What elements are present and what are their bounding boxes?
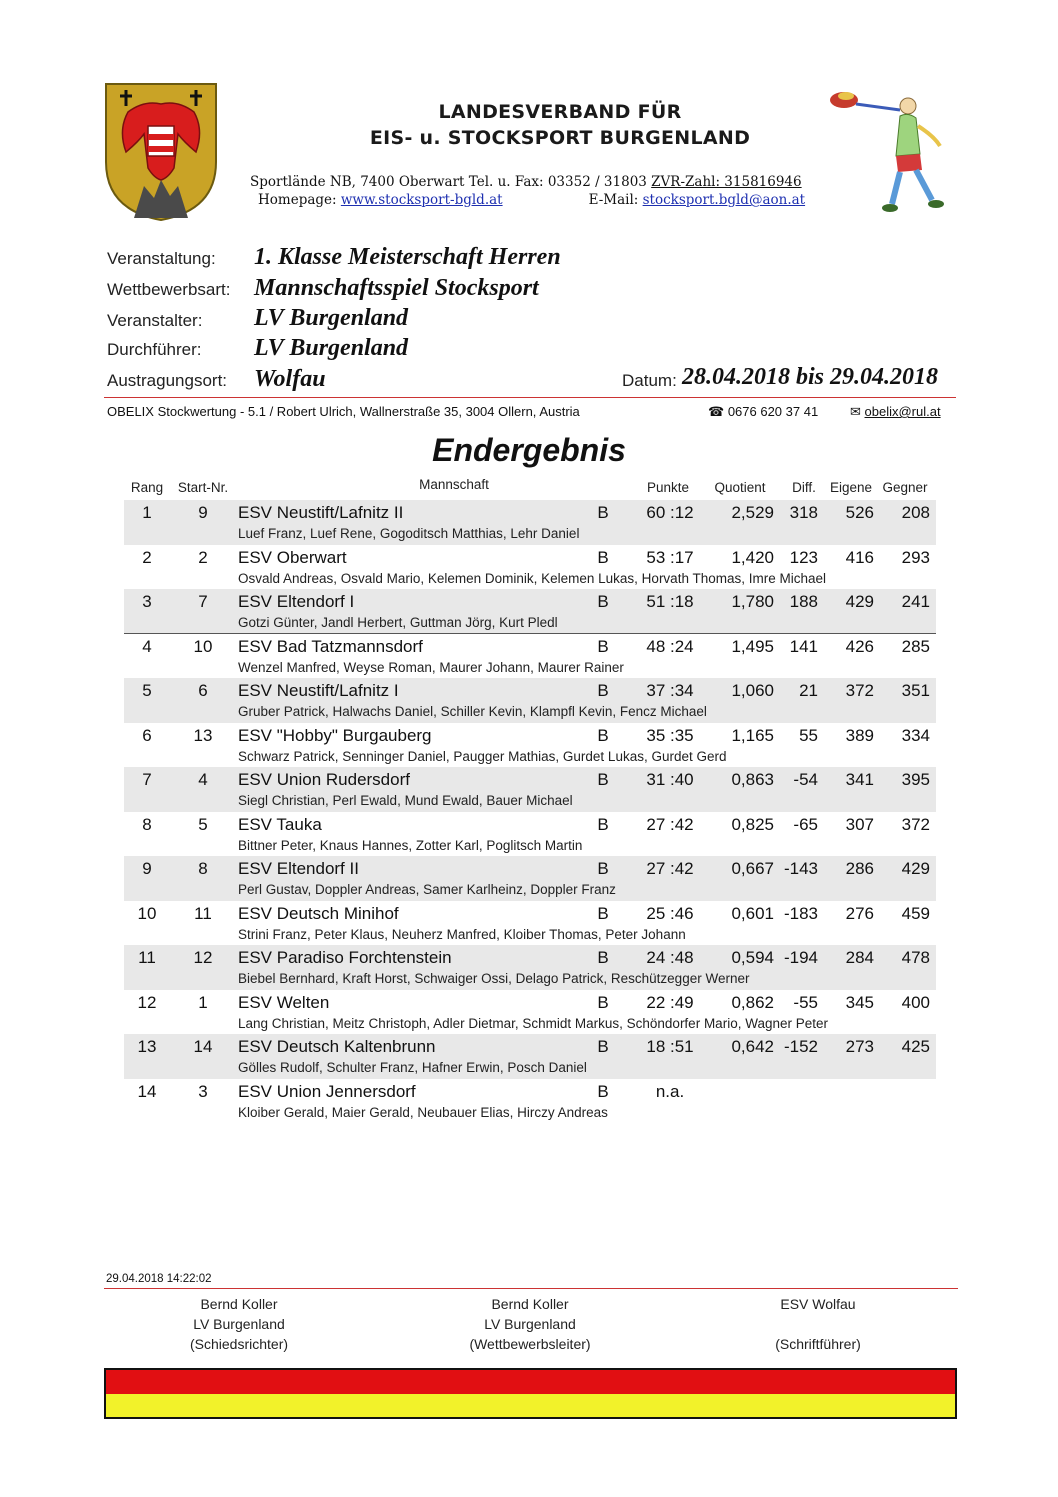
row-diff: -143 xyxy=(783,859,818,878)
row-start-nr: 2 xyxy=(198,547,208,567)
signature-referee xyxy=(139,1294,339,1354)
row-start-nr: 6 xyxy=(198,681,208,700)
email-link[interactable]: stocksport.bgld@aon.at xyxy=(642,192,806,208)
row-start-nr: 5 xyxy=(198,814,208,834)
row-team-name: ESV Neustift/Lafnitz II xyxy=(238,503,404,522)
row-quotient: 0,594 xyxy=(731,948,774,967)
col-opp: Gegner xyxy=(882,480,928,495)
row-points: 22 :49 xyxy=(646,992,694,1012)
row-quotient: 1,495 xyxy=(731,636,774,656)
row-diff: 188 xyxy=(789,592,818,611)
col-quotient: Quotient xyxy=(714,480,766,495)
row-opponent-score: 429 xyxy=(901,859,930,878)
row-diff: 21 xyxy=(799,681,818,700)
row-own-score: 372 xyxy=(845,681,874,700)
table-row xyxy=(124,678,936,723)
qualification-divider xyxy=(124,633,936,634)
row-start-nr: 13 xyxy=(193,725,213,745)
row-opponent-score: 208 xyxy=(901,503,930,522)
row-rang: 8 xyxy=(142,814,152,834)
row-players: Biebel Bernhard, Kraft Horst, Schwaiger Ossi, Delago Patrick, Reschützegger Werner xyxy=(238,971,750,986)
value-veranstalter: LV Burgenland xyxy=(254,305,409,331)
address-text: Sportlände NB, 7400 Oberwart Tel. u. Fax: 03352 / 31803 xyxy=(250,174,652,190)
row-players: Osvald Andreas, Osvald Mario, Kelemen Dominik, Kelemen Lukas, Horvath Thomas, Imre Michael xyxy=(238,570,826,586)
row-quotient: 1,780 xyxy=(731,592,774,611)
row-rang: 1 xyxy=(142,503,152,522)
value-datum: 28.04.2018 bis 29.04.2018 xyxy=(682,364,939,390)
stock-player-icon xyxy=(816,86,956,216)
row-rang: 13 xyxy=(137,1037,157,1056)
row-team-name: ESV Tauka xyxy=(238,814,322,834)
row-players: Bittner Peter, Knaus Hannes, Zotter Karl, Poglitsch Martin xyxy=(238,837,583,853)
row-quotient: 0,863 xyxy=(731,770,774,789)
row-players: Gölles Rudolf, Schulter Franz, Hafner Erwin, Posch Daniel xyxy=(238,1060,587,1075)
row-players: Perl Gustav, Doppler Andreas, Samer Karlheinz, Doppler Franz xyxy=(238,882,616,897)
signature-role: (Schiedsrichter) xyxy=(189,1336,289,1352)
row-players: Strini Franz, Peter Klaus, Neuherz Manfred, Kloiber Thomas, Peter Johann xyxy=(238,926,686,942)
row-start-nr: 9 xyxy=(198,503,208,522)
label-veranstaltung: Veranstaltung: xyxy=(107,249,216,268)
row-rang: 14 xyxy=(137,1081,157,1101)
row-start-nr: 1 xyxy=(198,992,208,1012)
label-wettbewerbsart: Wettbewerbsart: xyxy=(107,280,231,299)
row-class: B xyxy=(597,948,609,967)
row-rang: 5 xyxy=(142,681,152,700)
row-points: 35 :35 xyxy=(646,725,694,745)
value-veranstaltung: 1. Klasse Meisterschaft Herren xyxy=(254,244,561,270)
software-credit: OBELIX Stockwertung - 5.1 / Robert Ulrich, Wallnerstraße 35, 3004 Ollern, Austria xyxy=(107,404,580,419)
row-start-nr: 8 xyxy=(198,859,208,878)
row-quotient: 2,529 xyxy=(731,503,774,522)
row-start-nr: 10 xyxy=(193,636,213,656)
row-class: B xyxy=(597,636,609,656)
row-opponent-score: 351 xyxy=(901,681,930,700)
software-mail xyxy=(850,404,941,420)
row-class: B xyxy=(597,592,609,611)
row-diff: -183 xyxy=(783,903,818,923)
row-own-score: 389 xyxy=(845,725,874,745)
row-class: B xyxy=(597,503,609,522)
row-own-score: 416 xyxy=(845,547,874,567)
table-row xyxy=(124,589,936,634)
row-own-score: 345 xyxy=(845,992,874,1012)
email-label: E-Mail: xyxy=(588,192,643,208)
row-class: B xyxy=(597,547,609,567)
footer-divider xyxy=(104,1288,958,1289)
row-start-nr: 4 xyxy=(198,770,208,789)
row-class: B xyxy=(597,1037,609,1056)
row-points: 48 :24 xyxy=(646,636,694,656)
row-players: Siegl Christian, Perl Ewald, Mund Ewald, Bauer Michael xyxy=(238,793,573,808)
row-team-name: ESV Welten xyxy=(238,992,330,1012)
col-rang: Rang xyxy=(130,480,164,495)
divider xyxy=(104,397,956,398)
row-rang: 4 xyxy=(142,636,152,656)
row-start-nr: 14 xyxy=(193,1037,213,1056)
table-row xyxy=(124,945,936,990)
row-points: 24 :48 xyxy=(646,948,694,967)
row-start-nr: 7 xyxy=(198,592,208,611)
value-wettbewerbsart: Mannschaftsspiel Stocksport xyxy=(254,275,539,301)
row-own-score: 307 xyxy=(845,814,874,834)
row-class: B xyxy=(597,725,609,745)
row-points: 27 :42 xyxy=(646,859,694,878)
row-own-score: 284 xyxy=(845,948,874,967)
org-address xyxy=(250,174,802,190)
row-diff: 141 xyxy=(789,636,818,656)
value-austragungsort: Wolfau xyxy=(254,366,326,392)
page-title-text: Endergebnis xyxy=(432,432,626,468)
row-points: 31 :40 xyxy=(646,770,694,789)
signature-name: Bernd Koller xyxy=(200,1296,278,1312)
phone-number: 0676 620 37 41 xyxy=(727,404,819,419)
col-start: Start-Nr. xyxy=(177,480,229,495)
mail-link[interactable]: obelix@rul.at xyxy=(864,404,941,419)
burgenland-coat-of-arms-icon xyxy=(104,82,218,222)
table-row xyxy=(124,856,936,901)
row-opponent-score: 425 xyxy=(901,1037,930,1056)
label-veranstalter: Veranstalter: xyxy=(107,311,203,330)
row-opponent-score: 241 xyxy=(901,592,930,611)
col-own: Eigene xyxy=(829,480,873,495)
telephone-icon: ☎ xyxy=(708,404,728,419)
signature-org: LV Burgenland xyxy=(484,1316,576,1332)
row-opponent-score: 459 xyxy=(901,903,930,923)
row-points: 51 :18 xyxy=(646,592,694,611)
row-opponent-score: 400 xyxy=(901,992,930,1012)
signature-recorder xyxy=(718,1294,918,1354)
row-quotient: 1,420 xyxy=(731,547,774,567)
row-players: Gotzi Günter, Jandl Herbert, Guttman Jörg, Kurt Pledl xyxy=(238,615,558,630)
row-points: 25 :46 xyxy=(646,903,694,923)
row-diff: -194 xyxy=(783,948,818,967)
col-team: Mannschaft xyxy=(419,477,489,492)
row-rang: 11 xyxy=(138,948,156,967)
row-players: Luef Franz, Luef Rene, Gogoditsch Matthias, Lehr Daniel xyxy=(238,526,580,541)
signature-org xyxy=(718,1314,918,1334)
row-points: 53 :17 xyxy=(646,547,694,567)
row-own-score: 429 xyxy=(845,592,874,611)
row-quotient: 0,601 xyxy=(731,903,774,923)
row-points: 60 :12 xyxy=(646,503,694,522)
row-class: B xyxy=(597,992,609,1012)
org-title-line1: LANDESVERBAND FÜR xyxy=(438,101,682,123)
signature-competition-leader xyxy=(430,1294,630,1354)
row-quotient: 1,060 xyxy=(731,681,774,700)
row-quotient: 0,642 xyxy=(731,1037,774,1056)
envelope-icon: ✉ xyxy=(850,404,865,419)
row-team-name: ESV Oberwart xyxy=(238,547,347,567)
signature-name: Bernd Koller xyxy=(491,1296,569,1312)
page-title xyxy=(0,432,1058,469)
row-own-score: 286 xyxy=(845,859,874,878)
row-team-name: ESV Deutsch Minihof xyxy=(238,903,399,923)
col-points: Punkte xyxy=(646,480,690,495)
row-rang: 10 xyxy=(137,903,157,923)
row-quotient: 0,825 xyxy=(731,814,774,834)
table-row xyxy=(124,990,936,1035)
row-players: Schwarz Patrick, Senninger Daniel, Paugger Mathias, Gurdet Lukas, Gurdet Gerd xyxy=(238,748,727,764)
flag-yellow-stripe xyxy=(106,1394,955,1418)
row-quotient: 0,862 xyxy=(731,992,774,1012)
value-durchfuehrer: LV Burgenland xyxy=(254,335,409,361)
row-diff: -55 xyxy=(793,992,818,1012)
row-diff: 318 xyxy=(789,503,818,522)
row-points: 18 :51 xyxy=(646,1037,694,1056)
homepage-link[interactable]: www.stocksport-bgld.at xyxy=(340,192,503,208)
row-class: B xyxy=(597,770,609,789)
org-title-line2: EIS- u. STOCKSPORT BURGENLAND xyxy=(369,127,751,149)
row-rang: 6 xyxy=(142,725,152,745)
homepage-label: Homepage: xyxy=(258,192,341,208)
burgenland-flag xyxy=(104,1368,957,1419)
label-datum: Datum: xyxy=(622,371,677,390)
row-team-name: ESV Neustift/Lafnitz I xyxy=(238,681,399,700)
row-own-score: 276 xyxy=(845,903,874,923)
row-rang: 12 xyxy=(137,992,157,1012)
row-diff: 123 xyxy=(789,547,818,567)
table-row xyxy=(124,812,936,857)
signature-role: (Schriftführer) xyxy=(775,1336,861,1352)
row-rang: 2 xyxy=(142,547,152,567)
col-diff: Diff. xyxy=(792,480,816,495)
row-team-name: ESV Bad Tatzmannsdorf xyxy=(238,636,423,656)
row-team-name: ESV Union Rudersdorf xyxy=(238,770,410,789)
row-team-name: ESV Eltendorf I xyxy=(238,592,355,611)
row-own-score: 526 xyxy=(845,503,874,522)
table-row xyxy=(124,723,936,768)
row-rang: 3 xyxy=(142,592,152,611)
flag-red-stripe xyxy=(106,1370,955,1394)
row-points: 27 :42 xyxy=(646,814,694,834)
table-row xyxy=(124,1034,936,1079)
row-team-name: ESV "Hobby" Burgauberg xyxy=(238,725,432,745)
row-players: Kloiber Gerald, Maier Gerald, Neubauer Elias, Hirczy Andreas xyxy=(238,1104,608,1120)
row-class: B xyxy=(597,859,609,878)
row-own-score: 426 xyxy=(845,636,874,656)
label-austragungsort: Austragungsort: xyxy=(107,371,228,390)
row-opponent-score: 293 xyxy=(901,547,930,567)
signature-org: LV Burgenland xyxy=(193,1316,285,1332)
row-opponent-score: 334 xyxy=(901,725,930,745)
label-durchfuehrer: Durchführer: xyxy=(107,340,202,359)
row-class: B xyxy=(597,814,609,834)
table-row xyxy=(124,500,936,545)
row-team-name: ESV Union Jennersdorf xyxy=(238,1081,416,1101)
row-team-name: ESV Eltendorf II xyxy=(238,859,359,878)
row-quotient: 1,165 xyxy=(731,725,774,745)
row-rang: 9 xyxy=(142,859,152,878)
row-points: n.a. xyxy=(655,1081,685,1101)
row-class: B xyxy=(597,1081,609,1101)
row-team-name: ESV Deutsch Kaltenbrunn xyxy=(238,1037,436,1056)
table-row xyxy=(124,1079,936,1124)
row-start-nr: 11 xyxy=(194,903,212,923)
row-opponent-score: 395 xyxy=(901,770,930,789)
row-start-nr: 3 xyxy=(198,1081,208,1101)
row-team-name: ESV Paradiso Forchtenstein xyxy=(238,948,452,967)
table-row xyxy=(124,767,936,812)
software-phone xyxy=(708,404,818,420)
row-start-nr: 12 xyxy=(193,948,213,967)
row-points: 37 :34 xyxy=(646,681,694,700)
signature-name: ESV Wolfau xyxy=(780,1296,856,1312)
row-diff: -65 xyxy=(793,814,818,834)
row-opponent-score: 478 xyxy=(901,948,930,967)
zvr-number: ZVR-Zahl: 315816946 xyxy=(651,174,802,190)
table-row xyxy=(124,901,936,946)
row-diff: -54 xyxy=(793,770,818,789)
row-class: B xyxy=(597,903,609,923)
table-row xyxy=(124,545,936,590)
org-contact xyxy=(258,192,805,208)
row-players: Wenzel Manfred, Weyse Roman, Maurer Johann, Maurer Rainer xyxy=(238,659,624,675)
row-players: Lang Christian, Meitz Christoph, Adler Dietmar, Schmidt Markus, Schöndorfer Mario, Wagner Peter xyxy=(238,1015,828,1031)
row-opponent-score: 285 xyxy=(901,636,930,656)
row-own-score: 273 xyxy=(845,1037,874,1056)
print-timestamp: 29.04.2018 14:22:02 xyxy=(106,1273,212,1285)
row-opponent-score: 372 xyxy=(901,814,930,834)
row-class: B xyxy=(597,681,609,700)
row-diff: -152 xyxy=(783,1037,818,1056)
row-quotient: 0,667 xyxy=(731,859,774,878)
row-rang: 7 xyxy=(142,770,152,789)
row-players: Gruber Patrick, Halwachs Daniel, Schiller Kevin, Klampfl Kevin, Fencz Michael xyxy=(238,704,707,719)
signature-role: (Wettbewerbsleiter) xyxy=(469,1336,591,1352)
row-diff: 55 xyxy=(799,725,818,745)
row-own-score: 341 xyxy=(845,770,874,789)
table-row xyxy=(124,634,936,679)
